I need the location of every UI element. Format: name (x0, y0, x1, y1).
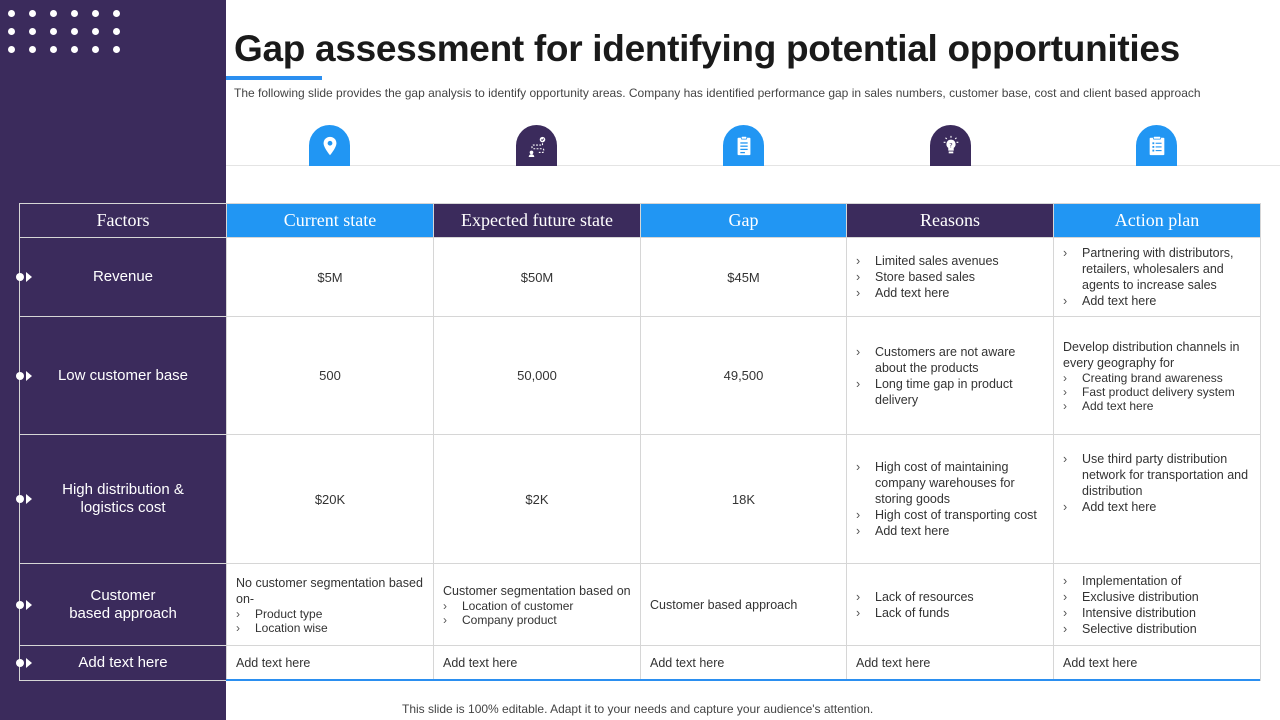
reason-item: › Customers are not aware about the products (856, 344, 1044, 376)
reason-item: › High cost of transporting cost (856, 507, 1044, 523)
reason-item: › Lack of funds (856, 605, 1044, 621)
checklist-icon (1136, 125, 1177, 166)
table-row (20, 317, 1261, 435)
page-subtitle: The following slide provides the gap analysis to identify opportunity areas. Company has identified performance gap in sales numbers, customer base, cost and client based approach (234, 86, 1201, 100)
factor-cell (20, 435, 227, 564)
factor-cell (20, 317, 227, 435)
header-gap: Gap (641, 204, 847, 238)
table-row (20, 564, 1261, 646)
gap-cell: Customer based approach (641, 564, 847, 646)
reason-item: › Lack of resources (856, 589, 1044, 605)
expected-state-cell (434, 564, 641, 646)
expected-state-cell: $50M (434, 238, 641, 317)
action-item: › Use third party distribution network for transportation and distribution (1063, 451, 1251, 499)
expected-item: › Location of customer (443, 599, 631, 613)
factor-cell (20, 646, 227, 681)
factor-label: Low customer base (57, 366, 189, 384)
table-row (20, 646, 1261, 681)
decorative-dot-grid (8, 10, 134, 53)
reasons-cell (847, 435, 1054, 564)
factor-label: High distribution & logistics cost (62, 481, 184, 516)
action-item: › Add text here (1063, 293, 1251, 309)
expected-state-cell: 50,000 (434, 317, 641, 435)
reason-item: › Store based sales (856, 269, 1044, 285)
table-bottom-accent-line (226, 679, 1260, 681)
page-title: Gap assessment for identifying potential opportunities (234, 28, 1180, 69)
reason-item: › Long time gap in product delivery (856, 376, 1044, 408)
bullet-dot (16, 495, 24, 503)
bullet-arrow-icon (26, 272, 32, 282)
header-action-plan: Action plan (1054, 204, 1261, 238)
action-plan-cell (1054, 317, 1261, 435)
factor-label: Add text here (78, 654, 168, 671)
expected-state-cell: Add text here (434, 646, 641, 681)
action-item: › Intensive distribution (1063, 605, 1251, 621)
current-item: › Location wise (236, 621, 424, 635)
title-underline (226, 76, 322, 80)
action-item: › Add text here (1063, 499, 1251, 515)
current-state-cell: $20K (227, 435, 434, 564)
bullet-dot (16, 601, 24, 609)
reason-item: › Limited sales avenues (856, 253, 1044, 269)
bullet-arrow-icon (26, 494, 32, 504)
action-item: › Exclusive distribution (1063, 589, 1251, 605)
expected-state-cell: $2K (434, 435, 641, 564)
gap-cell: Add text here (641, 646, 847, 681)
action-item: › Selective distribution (1063, 621, 1251, 637)
expected-lead-text: Customer segmentation based on (443, 583, 631, 598)
header-current-state: Current state (227, 204, 434, 238)
action-lead-text: Develop distribution channels in every geography for (1063, 339, 1240, 370)
gap-cell: 49,500 (641, 317, 847, 435)
reasons-cell (847, 564, 1054, 646)
action-item: › Fast product delivery system (1063, 385, 1251, 399)
current-state-cell: $5M (227, 238, 434, 317)
action-plan-cell: Add text here (1054, 646, 1261, 681)
bullet-arrow-icon (26, 658, 32, 668)
action-plan-cell (1054, 238, 1261, 317)
current-state-cell: Add text here (227, 646, 434, 681)
reason-item: › Add text here (856, 285, 1044, 301)
route-icon (516, 125, 557, 166)
factor-cell (20, 238, 227, 317)
action-item: › Add text here (1063, 399, 1251, 413)
table-row (20, 435, 1261, 564)
location-pin-icon (309, 125, 350, 166)
current-state-cell: 500 (227, 317, 434, 435)
action-item: › Implementation of (1063, 573, 1251, 589)
bullet-dot (16, 659, 24, 667)
reasons-cell (847, 317, 1054, 435)
action-plan-cell (1054, 564, 1261, 646)
action-plan-cell (1054, 435, 1261, 564)
action-item: › Creating brand awareness (1063, 371, 1251, 385)
reasons-cell: Add text here (847, 646, 1054, 681)
bullet-dot (16, 372, 24, 380)
current-state-cell (227, 564, 434, 646)
factor-cell (20, 564, 227, 646)
factor-label: Revenue (92, 268, 154, 285)
reasons-cell (847, 238, 1054, 317)
bullet-arrow-icon (26, 371, 32, 381)
lightbulb-icon (930, 125, 971, 166)
header-factors: Factors (20, 204, 227, 238)
footer-note: This slide is 100% editable. Adapt it to your needs and capture your audience's attention. (402, 702, 874, 716)
bullet-dot (16, 273, 24, 281)
table-row (20, 238, 1261, 317)
current-item: › Product type (236, 607, 424, 621)
gap-cell: $45M (641, 238, 847, 317)
reason-item: › Add text here (856, 523, 1044, 539)
factor-label-line1: Customer (90, 586, 156, 604)
header-reasons: Reasons (847, 204, 1054, 238)
clipboard-icon (723, 125, 764, 166)
bullet-arrow-icon (26, 600, 32, 610)
factor-label-line2: based approach (69, 604, 177, 622)
header-expected-future-state: Expected future state (434, 204, 641, 238)
expected-item: › Company product (443, 613, 631, 627)
current-lead-text: No customer segmentation based on- (236, 575, 423, 606)
gap-assessment-table (19, 203, 1261, 681)
reason-item: › High cost of maintaining company warehouses for storing goods (856, 459, 1044, 507)
table-header-row (20, 204, 1261, 238)
svg-text:?: ? (948, 140, 953, 149)
gap-cell: 18K (641, 435, 847, 564)
action-item: › Partnering with distributors, retailers, wholesalers and agents to increase sales (1063, 245, 1251, 293)
